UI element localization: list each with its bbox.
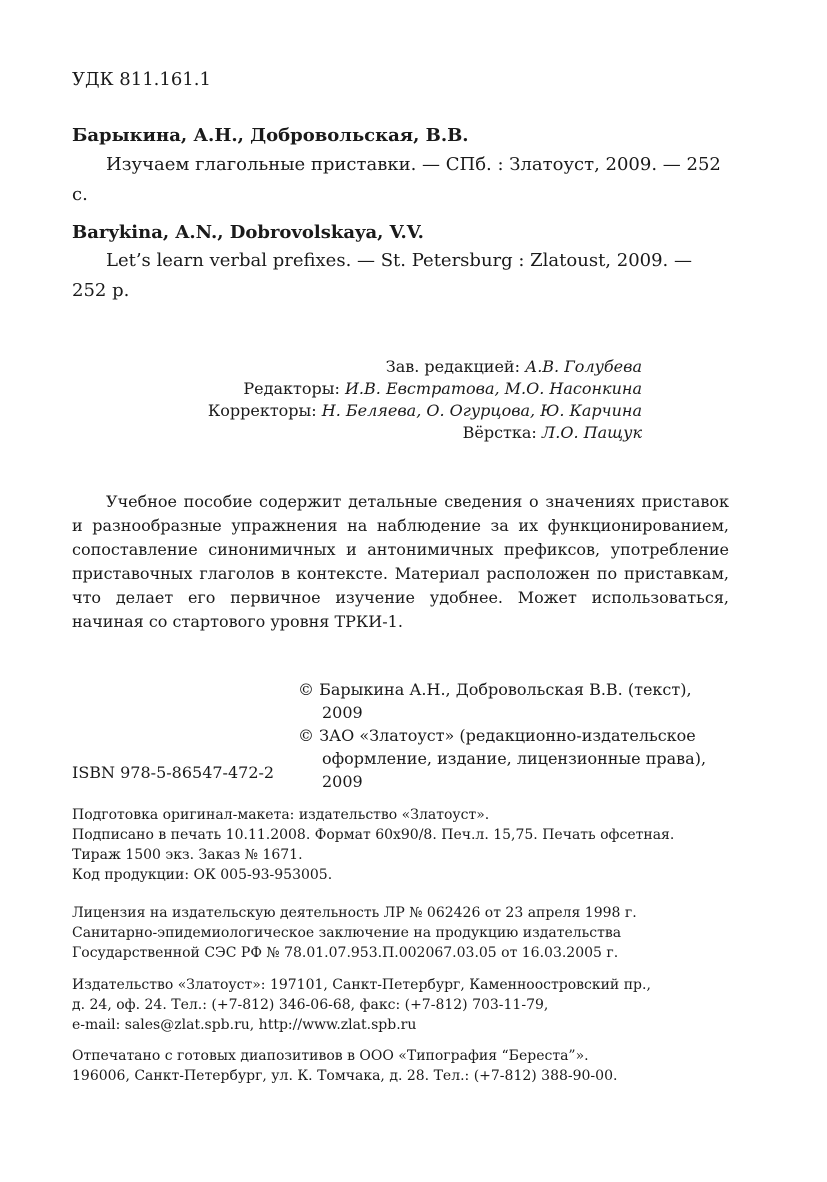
copyright-publisher: © ЗАО «Златоуст» (редакционно-издательское оформление, издание, лицензионные права), 2009 — [298, 726, 707, 791]
editorial-credits — [180, 356, 642, 444]
en-authors: Barykina, A.N., Dobrovolskaya, V.V. — [72, 222, 424, 243]
imprint-print-info: Подготовка оригинал-макета: издательство «Златоуст». Подписано в печать 10.11.2008. Формат 60x90/8. Печ.л. 15,75. Печать офсетная. Тираж 1500 экз. Заказ № 1671. Код продукции: ОК 005-93-953005. — [72, 807, 675, 883]
credit-editors: Редакторы: И.В. Евстратова, М.О. Насонкина — [243, 379, 642, 398]
en-description: Let’s learn verbal prefixes. — St. Petersburg : Zlatoust, 2009. — 252 p. — [72, 250, 692, 301]
imprint-printer: Отпечатано с готовых диапозитивов в ООО «Типография “Береста”». 196006, Санкт-Петербург, ул. К. Томчака, д. 28. Тел.: (+7-812) 388-90-00. — [72, 1048, 618, 1084]
isbn: ISBN 978-5-86547-472-2 — [72, 763, 275, 782]
imprint-publisher: Издательство «Златоуст»: 197101, Санкт-Петербург, Каменноостровский пр., д. 24, оф. 24. Тел.: (+7-812) 346-06-68, факс: (+7-812) 703-11-79, e-mail: sales@zlat.spb.ru, http://www.zlat.spb.ru — [72, 977, 651, 1033]
credit-chief: Зав. редакцией: А.В. Голубева — [385, 357, 642, 376]
ru-description: Изучаем глагольные приставки. — СПб. : Златоуст, 2009. — 252 с. — [72, 154, 721, 205]
copyright-authors: © Барыкина А.Н., Добровольская В.В. (текст), 2009 — [298, 680, 692, 722]
ru-authors: Барыкина, А.Н., Добровольская, В.В. — [72, 125, 469, 146]
credit-layout: Вёрстка: Л.О. Пащук — [462, 423, 642, 442]
annotation: Учебное пособие содержит детальные сведения о значениях приставок и разнообразные упражнения на наблюдение за их функционированием, сопоставление синонимичных и антонимичных префиксов, употребление приставочных глаголов в контексте. Материал расположен по приставкам, что делает его первичное изучение удобнее. Может использоваться, начиная со стартового уровня ТРКИ-1. — [72, 492, 729, 631]
udk-code: УДК 811.161.1 — [72, 69, 211, 90]
imprint-license: Лицензия на издательскую деятельность ЛР № 062426 от 23 апреля 1998 г. Санитарно-эпидемиологическое заключение на продукцию издательства Государственной СЭС РФ № 78.01.07.953.П.002067.03.05 от 16.03.2005 г. — [72, 905, 637, 961]
credit-proofreaders: Корректоры: Н. Беляева, О. Огурцова, Ю. Карчина — [207, 401, 642, 420]
copyright-block — [298, 678, 730, 793]
